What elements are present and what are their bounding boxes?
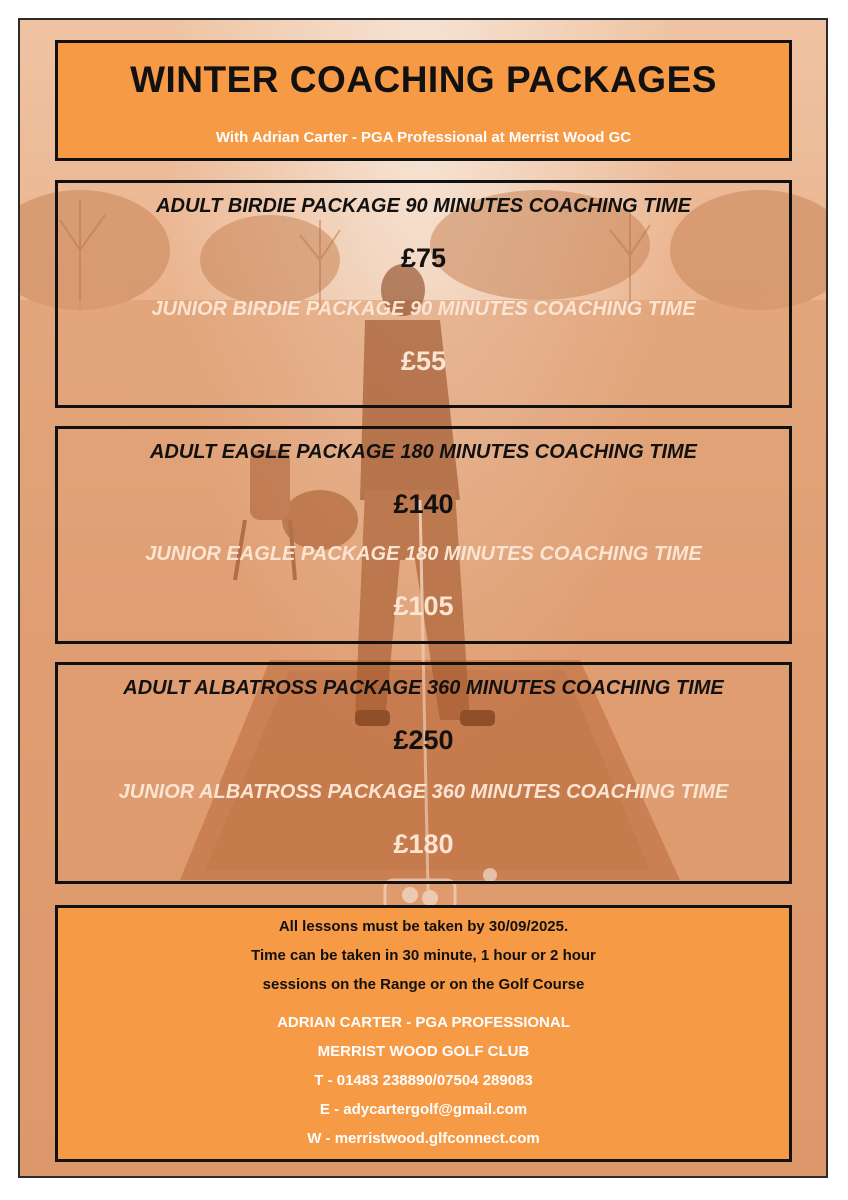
flyer-page (18, 18, 828, 1178)
adult-package-price: £250 (393, 725, 454, 755)
contact-club: MERRIST WOOD GOLF CLUB (317, 1043, 530, 1060)
terms-line: Time can be taken in 30 minute, 1 hour or 2 hour (251, 947, 596, 964)
junior-package-price: £180 (393, 829, 454, 859)
junior-package-label: JUNIOR EAGLE PACKAGE 180 MINUTES COACHING TIME (145, 543, 702, 565)
junior-package-label: JUNIOR ALBATROSS PACKAGE 360 MINUTES COACHING TIME (118, 781, 729, 803)
adult-package-label: ADULT BIRDIE PACKAGE 90 MINUTES COACHING TIME (156, 195, 691, 217)
page-title: WINTER COACHING PACKAGES (130, 59, 717, 100)
junior-package-label: JUNIOR BIRDIE PACKAGE 90 MINUTES COACHING TIME (151, 298, 696, 320)
header-box (55, 40, 792, 161)
package-card-birdie (55, 180, 792, 408)
contact-phone: T - 01483 238890/07504 289083 (314, 1072, 533, 1089)
contact-email: E - adycartergolf@gmail.com (319, 1101, 528, 1118)
adult-package-label: ADULT EAGLE PACKAGE 180 MINUTES COACHING TIME (149, 441, 698, 463)
adult-package-label: ADULT ALBATROSS PACKAGE 360 MINUTES COACHING TIME (123, 677, 724, 699)
footer-info-box (55, 905, 792, 1162)
page-subtitle: With Adrian Carter - PGA Professional at Merrist Wood GC (215, 129, 632, 146)
junior-package-price: £105 (393, 591, 454, 621)
terms-line: All lessons must be taken by 30/09/2025. (278, 918, 569, 935)
package-card-eagle (55, 426, 792, 644)
adult-package-price: £140 (393, 489, 454, 519)
contact-name: ADRIAN CARTER - PGA PROFESSIONAL (277, 1014, 570, 1031)
package-card-albatross (55, 662, 792, 884)
terms-line: sessions on the Range or on the Golf Course (262, 976, 585, 993)
adult-package-price: £75 (400, 243, 447, 273)
junior-package-price: £55 (400, 346, 447, 376)
contact-website: W - merristwood.glfconnect.com (307, 1130, 540, 1147)
